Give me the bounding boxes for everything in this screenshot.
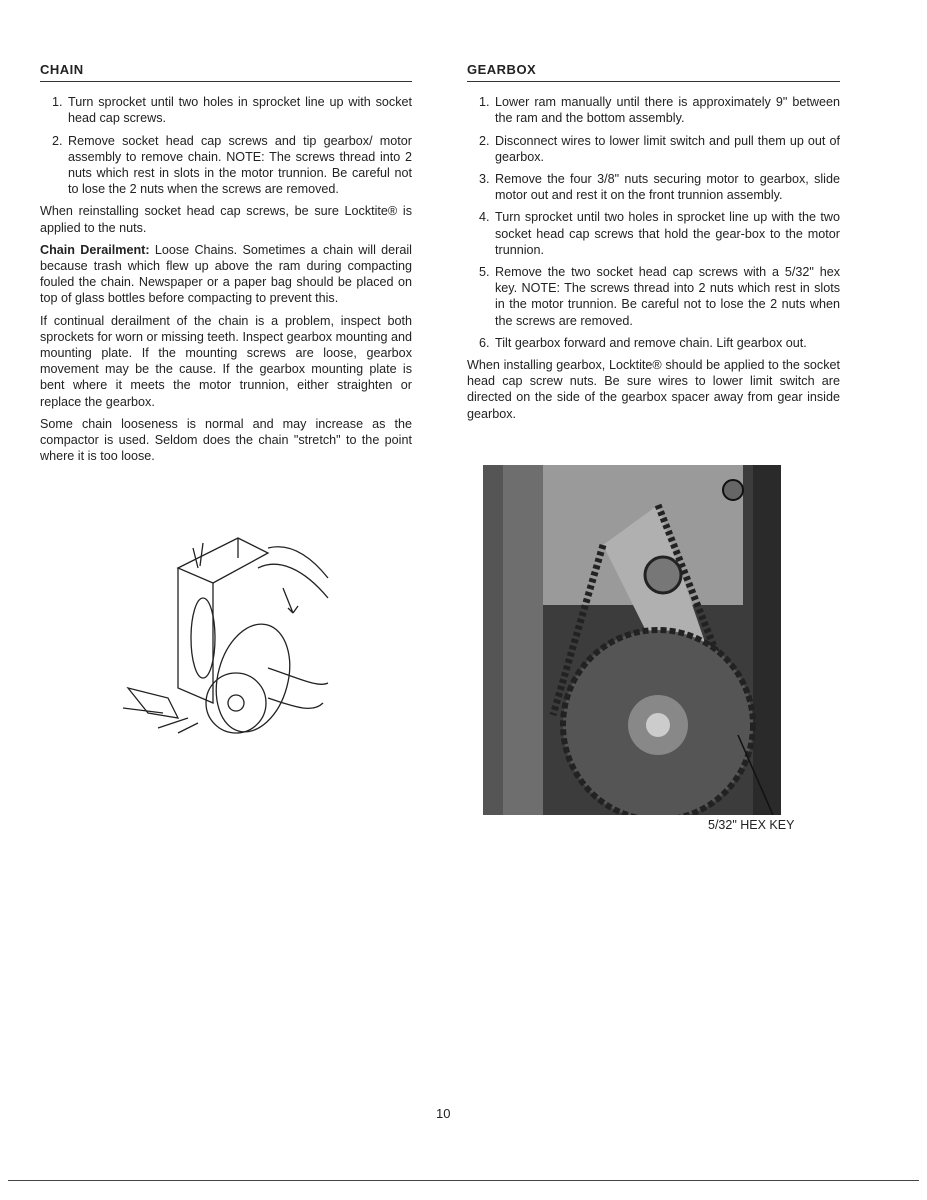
- gearbox-step: 1. Lower ram manually until there is approximately 9" between the ram and the bottom assembly.: [493, 94, 840, 126]
- chain-section: [40, 62, 412, 470]
- gearbox-photo: [483, 465, 781, 815]
- chain-step: 2. Remove socket head cap screws and tip gearbox/ motor assembly to remove chain. NOTE: The screws thread into 2 nuts which rest in slots in the motor trunnion. Be careful not to lose the 2 nuts when the screws are removed.: [66, 133, 412, 198]
- gearbox-heading: GEARBOX: [467, 62, 840, 82]
- chain-step: 1. Turn sprocket until two holes in sprocket line up with socket head cap screws.: [66, 94, 412, 126]
- gearbox-steps: [467, 94, 840, 351]
- continual-derailment-paragraph: If continual derailment of the chain is a problem, inspect both sprockets for worn or missing teeth. Inspect gearbox mounting and mounting plate. If the mounting screws are loose, gearbox movement may be the cause. If the gearbox mounting plate is bent where it meets the motor trunnion, either straighten or replace the gearbox.: [40, 313, 412, 409]
- gearbox-section: [467, 62, 840, 428]
- derailment-paragraph: [40, 242, 412, 307]
- chain-heading: CHAIN: [40, 62, 412, 82]
- derailment-text: Loose Chains. Sometimes a chain will derail because trash which flew up above the ram during compacting fouled the chain. Newspaper or a paper bag should be placed on top of glass bottles before compacting to prevent this.: [40, 242, 412, 306]
- reinstall-note: When reinstalling socket head cap screws, be sure Locktite® is applied to the nuts.: [40, 204, 412, 235]
- gearbox-step: 4. Turn sprocket until two holes in sprocket line up with the two socket head cap screws that hold the gear-box to the motor trunnion.: [493, 209, 840, 258]
- photo-caption: 5/32" HEX KEY: [708, 818, 795, 832]
- gearbox-step: 5. Remove the two socket head cap screws with a 5/32" hex key. NOTE: The screws thread into 2 nuts which rest in slots in the motor trunnion. Be careful not to lose the 2 nuts when the screws are removed.: [493, 264, 840, 329]
- install-note: When installing gearbox, Locktite® should be applied to the socket head cap screw nuts. Be sure wires to lower limit switch are directed on the side of the gearbox spacer away from gear inside gearbox.: [467, 358, 840, 421]
- looseness-paragraph: Some chain looseness is normal and may increase as the compactor is used. Seldom does the chain "stretch" to the point where it is too loose.: [40, 416, 412, 464]
- gearbox-step: 6. Tilt gearbox forward and remove chain. Lift gearbox out.: [493, 335, 840, 351]
- gearbox-step: 3. Remove the four 3/8" nuts securing motor to gearbox, slide motor out and rest it on the front trunnion assembly.: [493, 171, 840, 203]
- chain-removal-illustration: [118, 528, 338, 753]
- gearbox-step: 2. Disconnect wires to lower limit switch and pull them up out of gearbox.: [493, 133, 840, 165]
- page-number: 10: [436, 1106, 451, 1121]
- chain-steps: [40, 94, 412, 197]
- gearbox-photo-image: [483, 465, 781, 815]
- derailment-label: Chain Derailment:: [40, 242, 150, 257]
- page-bottom-rule: [8, 1180, 919, 1181]
